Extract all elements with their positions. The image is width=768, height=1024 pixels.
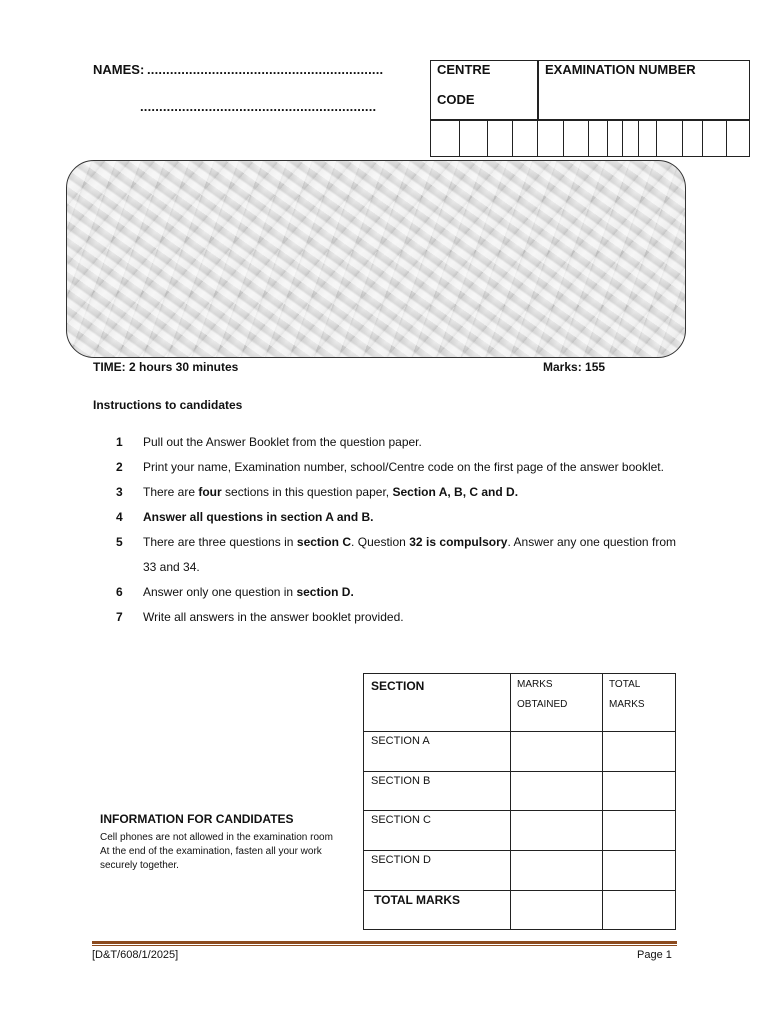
instruction-item [116,580,676,605]
instruction-text: Print your name, Examination number, school/Centre code on the first page of the answer booklet. [143,460,664,474]
total-marks-cell[interactable] [603,732,676,772]
instruction-number: 5 [116,535,123,549]
instruction-text: Pull out the Answer Booklet from the question paper. [143,435,422,449]
instruction-number: 6 [116,585,123,599]
instruction-number: 1 [116,435,123,449]
code-cells [430,119,750,157]
instruction-number: 4 [116,510,123,524]
instruction-item [116,455,676,480]
info-title: INFORMATION FOR CANDIDATES [100,812,294,826]
info-line-2: At the end of the examination, fasten all your work securely together. [100,846,322,871]
instruction-item [116,530,676,580]
marks-table [363,673,676,930]
instruction-item [116,505,676,530]
page-number: Page 1 [637,949,672,961]
instruction-item [116,430,676,455]
centre-code-label-1: CENTRE [437,62,491,77]
row-label: SECTION C [364,811,511,851]
exam-number-cell[interactable] [563,119,589,157]
instruction-text: Write all answers in the answer booklet provided. [143,610,404,624]
instruction-text: There are three questions in section C. Question 32 is compulsory. Answer any one question from 33 and 34. [143,535,677,574]
exam-number-cell[interactable] [656,119,683,157]
names-line-1[interactable]: .............................................................. [147,62,384,77]
row-label: SECTION B [364,772,511,811]
exam-number-cell[interactable] [638,119,657,157]
info-text [100,831,350,873]
centre-code-cell[interactable] [512,119,538,157]
row-label: SECTION D [364,851,511,891]
total-obtained-cell[interactable] [511,891,603,930]
marks-obtained-cell[interactable] [511,732,603,772]
exam-number-cell[interactable] [537,119,564,157]
grand-total-cell[interactable] [603,891,676,930]
instructions-title: Instructions to candidates [93,398,243,412]
centre-code-header [430,60,539,121]
centre-code-label-2: CODE [437,92,475,107]
exam-marks: Marks: 155 [543,360,606,374]
row-label: SECTION A [364,732,511,772]
exam-number-cell[interactable] [726,119,750,157]
total-marks-label: TOTAL MARKS [364,891,511,930]
centre-code-cell[interactable] [487,119,513,157]
exam-number-header [537,60,750,121]
info-line-1: Cell phones are not allowed in the examination room [100,832,333,843]
exam-time: TIME: 2 hours 30 minutes [93,360,239,374]
total-marks-cell[interactable] [603,772,676,811]
marks-obtained-cell[interactable] [511,851,603,891]
marble-title-banner [66,160,686,358]
instruction-number: 3 [116,485,123,499]
instruction-item [116,480,676,505]
instruction-text: Answer all questions in section A and B. [143,510,374,524]
col-marks-obtained-header: MARKS OBTAINED [511,674,603,732]
exam-number-cell[interactable] [622,119,639,157]
footer-rule-thin [92,945,677,946]
names-line-2[interactable]: .............................................................. [140,99,377,114]
instruction-number: 2 [116,460,123,474]
col-total-marks-header: TOTAL MARKS [603,674,676,732]
exam-number-label: EXAMINATION NUMBER [545,62,696,77]
exam-number-cell[interactable] [702,119,727,157]
exam-number-cell[interactable] [607,119,623,157]
total-marks-cell[interactable] [603,851,676,891]
instruction-item [116,605,676,630]
total-marks-cell[interactable] [603,811,676,851]
instructions-list [116,430,676,630]
marks-obtained-cell[interactable] [511,772,603,811]
instruction-text: Answer only one question in section D. [143,585,354,599]
footer-rule [92,941,677,944]
paper-code: [D&T/608/1/2025] [92,949,179,961]
centre-code-cell[interactable] [430,119,460,157]
centre-code-cell[interactable] [459,119,488,157]
marks-obtained-cell[interactable] [511,811,603,851]
instruction-text: There are four sections in this question paper, Section A, B, C and D. [143,485,519,499]
instruction-number: 7 [116,610,123,624]
names-label: NAMES: [93,62,145,77]
exam-number-cell[interactable] [588,119,608,157]
exam-number-cell[interactable] [682,119,703,157]
col-section-header: SECTION [364,674,511,732]
